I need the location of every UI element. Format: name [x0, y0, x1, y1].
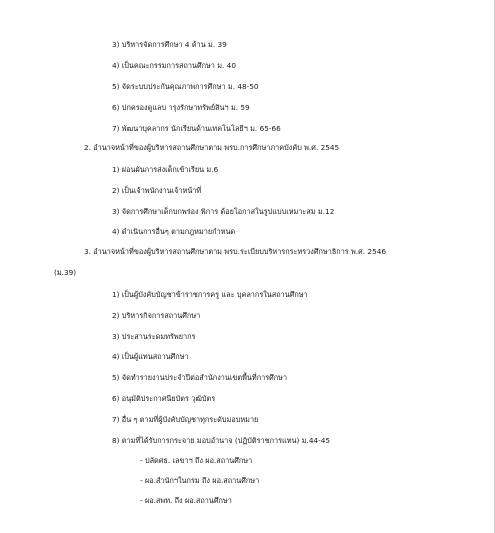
list-item: 7) อื่น ๆ ตามที่ผู้บังคับบัญชาทุกระดับมอบหมาย	[112, 415, 259, 424]
list-item: 3) ประสานระดมทรัพยากร	[112, 332, 196, 341]
section-heading: 3. อำนาจหน้าที่ของผู้บริหารสถานศึกษาตาม พรบ.ระเบียบบริหารกระทรวงศึกษาธิการ พ.ศ. 2546	[84, 247, 387, 256]
list-item: 5) จัดระบบประกันคุณภาพการศึกษา ม. 48-50	[112, 82, 259, 91]
list-item: 1) เป็นผู้บังคับบัญชาข้าราชการครู และ บุคลากรในสถานศึกษา	[112, 290, 308, 299]
section-heading-continued: (ม.39)	[54, 268, 77, 277]
sub-item: - ผอ.สำนักฯในกรม ถึง ผอ.สถานศึกษา	[140, 476, 260, 485]
section-heading: 2. อำนาจหน้าที่ของผู้บริหารสถานศึกษาตาม พรบ.การศึกษาภาคบังคับ พ.ศ. 2545	[84, 143, 340, 152]
list-item: 7) พัฒนาบุคลากร นักเรียนด้านเทคโนโลยีฯ ม. 65-66	[112, 124, 281, 133]
list-item: 4) ดำเนินการอื่นๆ ตามกฎหมายกำหนด	[112, 227, 236, 236]
list-item: 4) เป็นคณะกรรมการสถานศึกษา ม. 40	[112, 61, 236, 70]
list-item: 1) ผ่อนผันการส่งเด็กเข้าเรียน ม.6	[112, 165, 219, 174]
sub-item: - ผอ.สพท. ถึง ผอ.สถานศึกษา	[140, 496, 232, 505]
list-item: 4) เป็นผู้แทนสถานศึกษา	[112, 352, 189, 361]
list-item: 8) ตามที่ได้รับการกระจาย มอบอำนาจ (ปฏิบัติราชการแทน) ม.44-45	[112, 436, 331, 445]
list-item: 5) จัดทำรายงานประจำปีต่อสำนักงานเขตพื้นที่การศึกษา	[112, 373, 288, 382]
list-item: 3) บริหารจัดการศึกษา 4 ด้าน ม. 39	[112, 40, 227, 49]
list-item: 6) ปกครองดูแลบ ารุงรักษาทรัพย์สินฯ ม. 59	[112, 103, 250, 112]
list-item: 2) บริหารกิจการสถานศึกษา	[112, 311, 201, 320]
list-item: 3) จัดการศึกษาเด็กบกพร่อง พิการ ด้อยโอกาสในรูปแบบเหมาะสม ม.12	[112, 207, 335, 216]
list-item: 6) อนุมัติประกาศนียบัตร วุฒิบัตร	[112, 394, 216, 403]
list-item: 2) เป็นเจ้าพนักงานเจ้าหน้าที่	[112, 186, 202, 195]
sub-item: - ปลัดศธ. เลขาฯ ถึง ผอ.สถานศึกษา	[140, 456, 253, 465]
